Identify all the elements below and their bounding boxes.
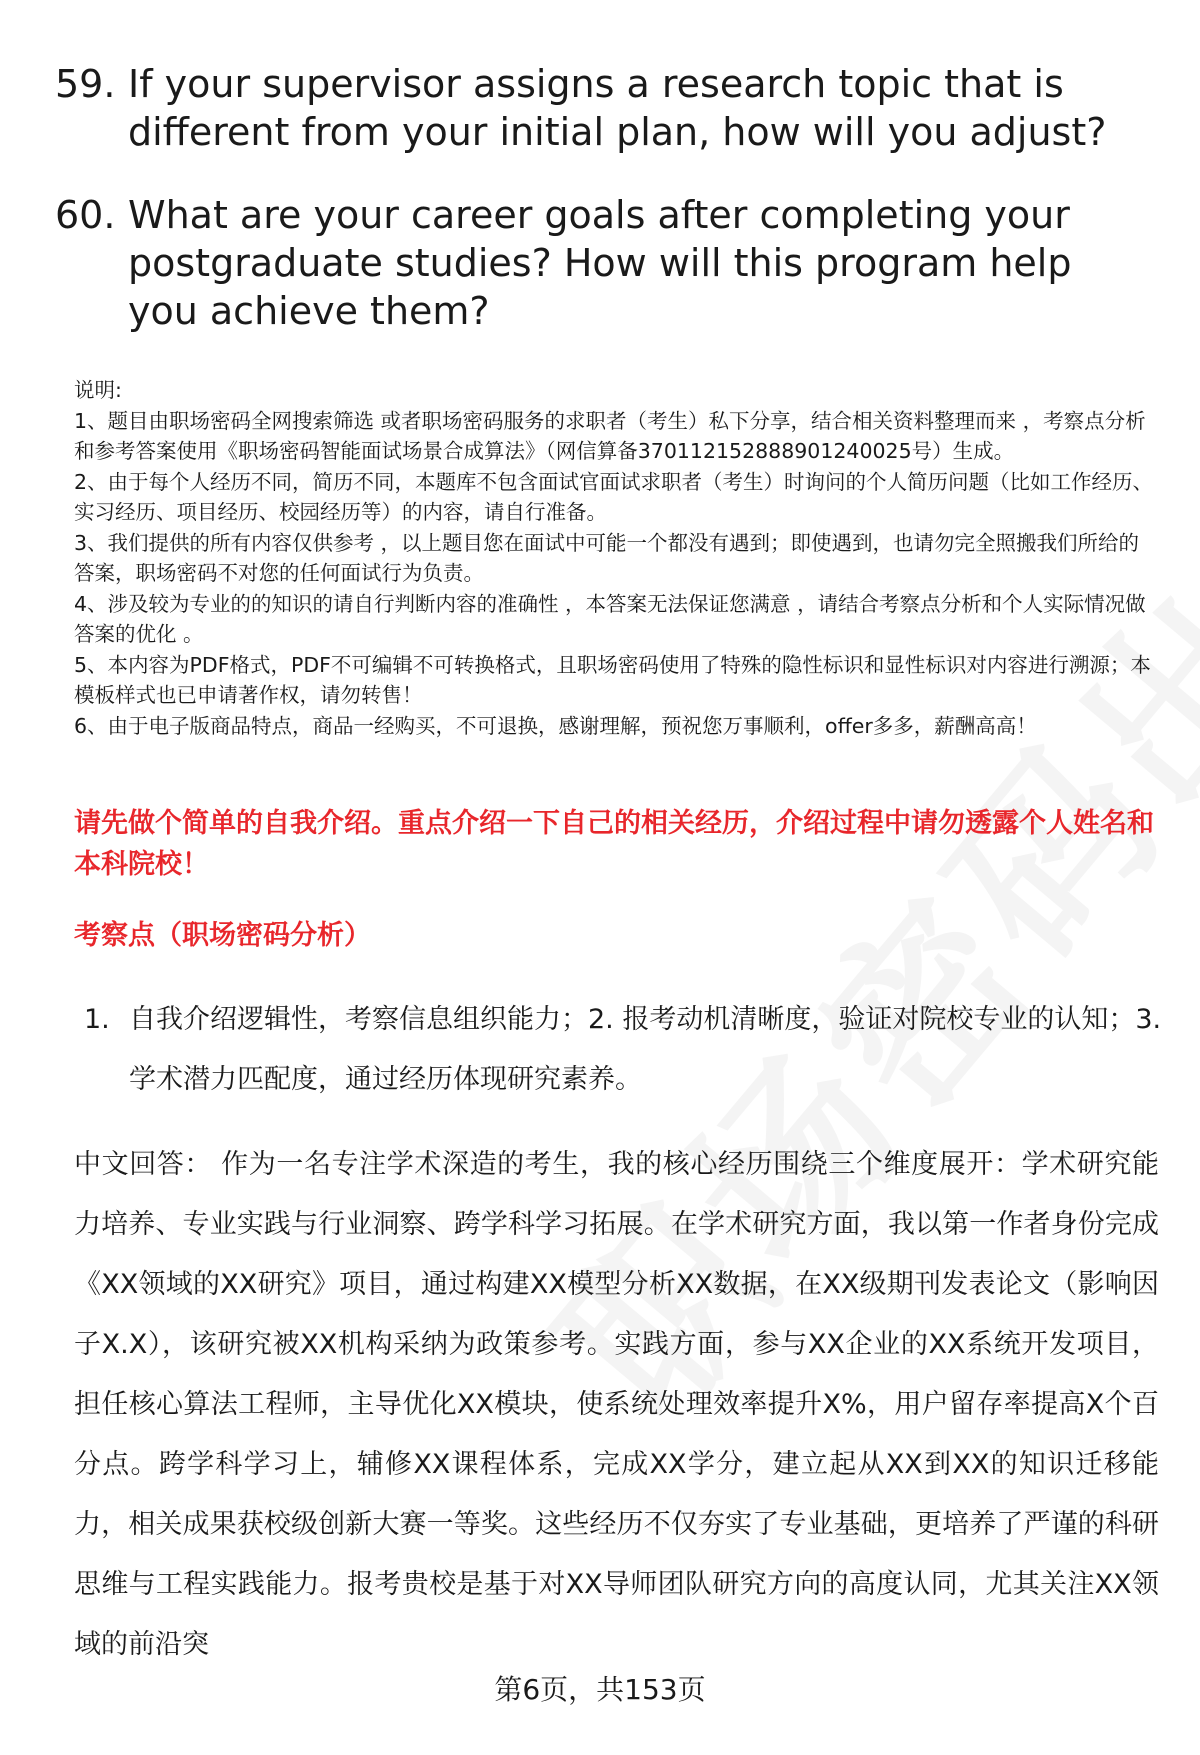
notes-section: [74, 375, 1154, 741]
question-text: What are your career goals after completing your postgraduate studies? How will this program help you achieve them?: [128, 193, 1072, 333]
question-number: 60.: [55, 193, 116, 237]
question-60: [55, 191, 1145, 335]
note-item: 2、由于每个人经历不同，简历不同，本题库不包含面试官面试求职者（考生）时询问的个人简历问题（比如工作经历、实习经历、项目经历、校园经历等）的内容，请自行准备。: [74, 469, 1154, 524]
note-item: 5、本内容为PDF格式，PDF不可编辑不可转换格式，且职场密码使用了特殊的隐性标识和显性标识对内容进行溯源；本模板样式也已申请著作权，请勿转售！: [74, 652, 1151, 707]
note-item: 3、我们提供的所有内容仅供参考 ，以上题目您在面试中可能一个都没有遇到；即使遇到，也请勿完全照搬我们所给的答案，职场密码不对您的任何面试行为负责。: [74, 530, 1140, 585]
note-item: 1、题目由职场密码全网搜索筛选 或者职场密码服务的求职者（考生）私下分享，结合相关资料整理而来 ，考察点分析和参考答案使用《职场密码智能面试场景合成算法》（网信算备370112152888901240025号）生成。: [74, 408, 1146, 463]
list-number: 1.: [84, 1004, 110, 1035]
interview-question: 请先做个简单的自我介绍。重点介绍一下自己的相关经历，介绍过程中请勿透露个人姓名和本科院校！: [74, 808, 1154, 880]
question-number: 59.: [55, 62, 116, 106]
notes-title: 说明:: [74, 378, 122, 402]
note-item: 4、涉及较为专业的的知识的请自行判断内容的准确性 ，本答案无法保证您满意 ，请结合考察点分析和个人实际情况做答案的优化 。: [74, 591, 1146, 646]
chinese-answer: 中文回答： 作为一名专注学术深造的考生，我的核心经历围绕三个维度展开：学术研究能力培养、专业实践与行业洞察、跨学科学习拓展。在学术研究方面，我以第一作者身份完成《XX领域的XX研究》项目，通过构建XX模型分析XX数据，在XX级期刊发表论文（影响因子X.X），该研究被XX机构采纳为政策参考。实践方面，参与XX企业的XX系统开发项目，担任核心算法工程师，主导优化XX模块，使系统处理效率提升X%，用户留存率提高X个百分点。跨学科学习上，辅修XX课程体系，完成XX学分，建立起从XX到XX的知识迁移能力，相关成果获校级创新大赛一等奖。这些经历不仅夯实了专业基础，更培养了严谨的科研思维与工程实践能力。报考贵校是基于对XX导师团队研究方向的高度认同，尤其关注XX领域的前沿突: [74, 1149, 1159, 1660]
assessment-points-title: 考察点（职场密码分析）: [74, 920, 371, 951]
assessment-point-text: 自我介绍逻辑性，考察信息组织能力；2. 报考动机清晰度，验证对院校专业的认知；3. 学术潜力匹配度，通过经历体现研究素养。: [129, 1004, 1162, 1095]
question-text: If your supervisor assigns a research topic that is different from your initial plan, how will you adjust?: [128, 62, 1107, 154]
page-number: 第6页，共153页: [494, 1673, 706, 1706]
note-item: 6、由于电子版商品特点，商品一经购买，不可退换，感谢理解，预祝您万事顺利，offer多多，薪酬高高！: [74, 713, 1037, 738]
question-59: [55, 60, 1145, 156]
assessment-point-item: [84, 990, 1164, 1110]
